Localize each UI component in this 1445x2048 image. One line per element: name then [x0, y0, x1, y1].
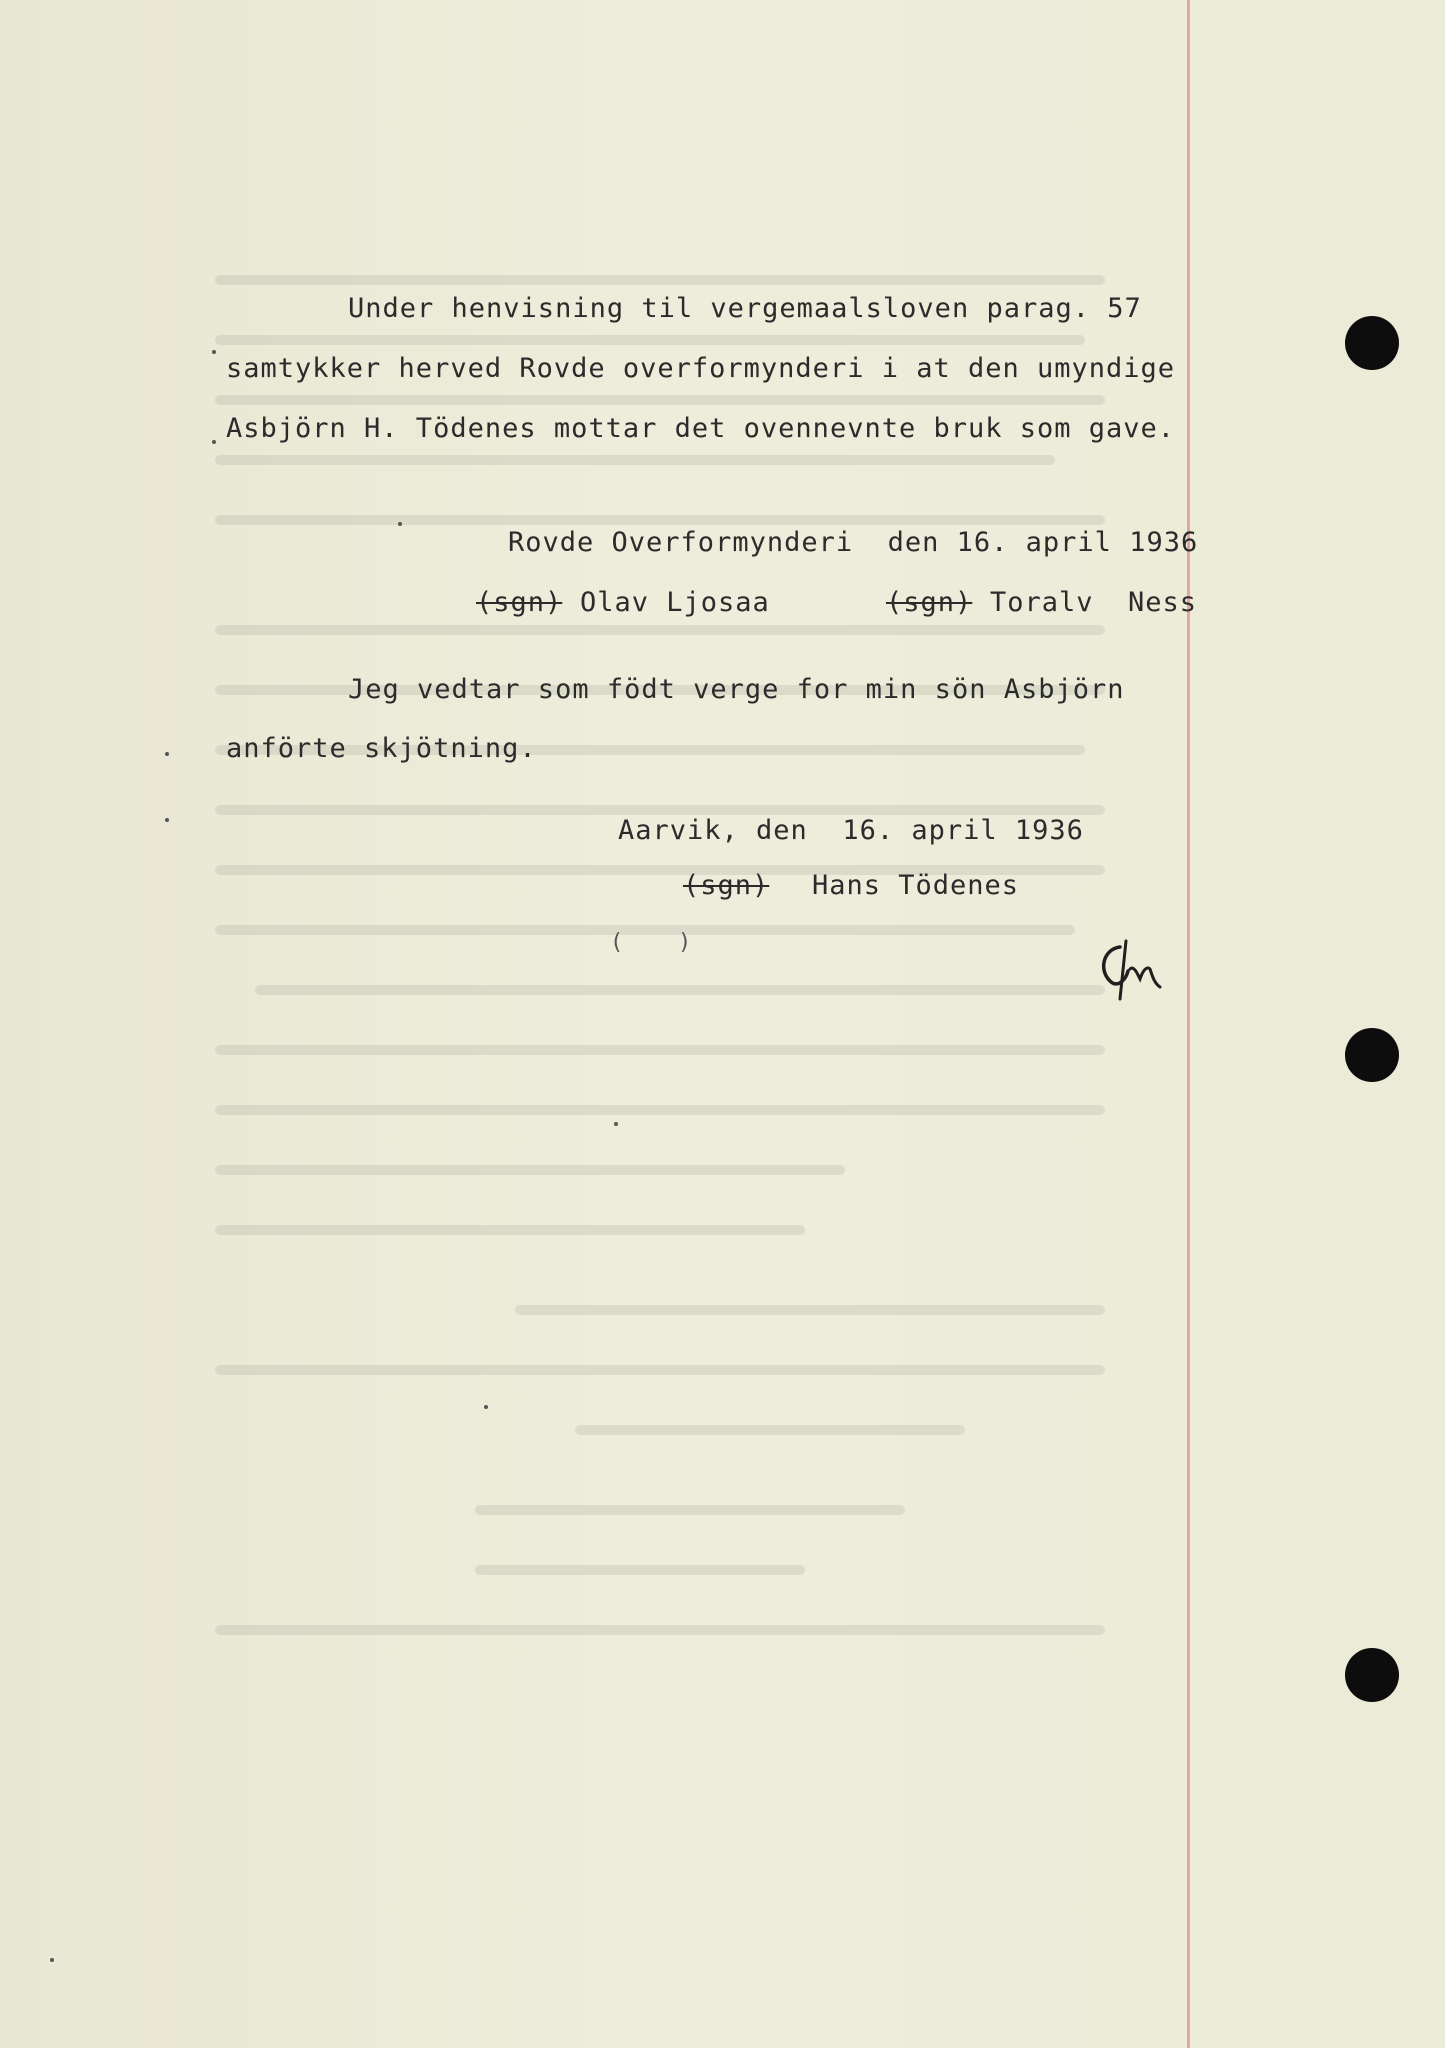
stray-dot — [398, 522, 402, 526]
stray-dot — [212, 440, 216, 444]
sgn-mark-3: (sgn) — [683, 870, 770, 901]
stray-paren-2: ) — [678, 930, 693, 955]
stray-dot — [212, 350, 216, 354]
paragraph1-line3: Asbjörn H. Tödenes mottar det ovennevnte bruk som gave. — [226, 413, 1176, 444]
punch-hole-top — [1345, 316, 1399, 370]
handwritten-initials-mark — [1090, 935, 1170, 1005]
sgn-mark-1: (sgn) — [476, 587, 563, 618]
paragraph2-line1: Jeg vedtar som födt verge for min sön Asbjörn — [348, 674, 1125, 705]
paragraph1-line2: samtykker herved Rovde overformynderi i at den umyndige — [226, 353, 1176, 384]
stray-dot — [484, 1405, 488, 1409]
stray-dot — [165, 752, 169, 756]
paragraph1-line1: Under henvisning til vergemaalsloven parag. 57 — [348, 293, 1142, 324]
signature-hans-todenes: Hans Tödenes — [812, 870, 1020, 901]
sgn-mark-2: (sgn) — [886, 587, 973, 618]
margin-rule — [1187, 0, 1190, 2048]
place-date-aarvik: Aarvik, den 16. april 1936 — [618, 815, 1084, 846]
paragraph2-line2: anförte skjötning. — [226, 733, 537, 764]
place-date-overformynderi: Rovde Overformynderi den 16. april 1936 — [508, 527, 1199, 558]
stray-paren-1: ( — [610, 930, 625, 955]
bleed-through-texture — [200, 270, 1160, 1670]
signature-olav-ljosaa: Olav Ljosaa — [580, 587, 770, 618]
stray-dot — [614, 1122, 618, 1126]
stray-dot — [165, 818, 169, 822]
signature-toralv-ness: Toralv Ness — [990, 587, 1198, 618]
stray-dot — [50, 1958, 54, 1962]
punch-hole-middle — [1345, 1028, 1399, 1082]
punch-hole-bottom — [1345, 1648, 1399, 1702]
